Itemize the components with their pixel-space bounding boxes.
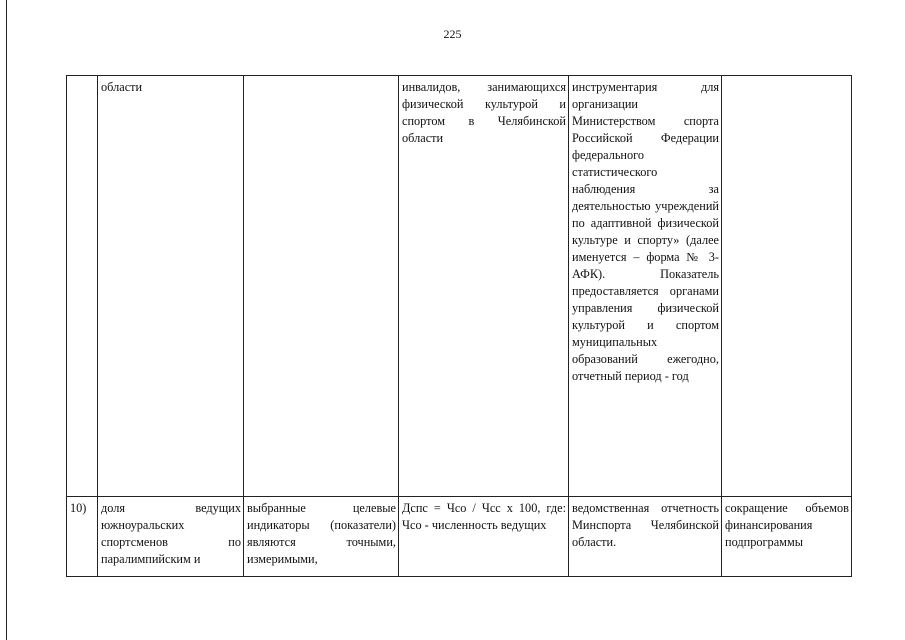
source-cell: ведомственная отчетность Минспорта Челябинской области.	[569, 497, 722, 577]
indicator-name-cell: области	[98, 76, 244, 497]
source-cell: инструментария для организации Министерством спорта Российской Федерации федерального статистического наблюдения за деятельностью учреждений по адаптивной физической культуре и спорту» (далее именуется – форма № 3-АФК). Показатель предоставляется органами управления физической культурой и спортом муниципальных образований ежегодно, отчетный период - год	[569, 76, 722, 497]
table-row	[67, 76, 852, 497]
page-number: 225	[443, 27, 462, 41]
indicator-name-cell: доля ведущих южноуральских спортсменов по паралимпийским и	[98, 497, 244, 577]
risk-cell	[722, 76, 852, 497]
formula-cell: инвалидов, занимающихся физической культурой и спортом в Челябинской области	[399, 76, 569, 497]
formula-cell: Дспс = Чсо / Чсс x 100, где: Чсо - численность ведущих	[399, 497, 569, 577]
page-left-border	[6, 0, 7, 640]
indicator-table	[66, 75, 852, 577]
risk-cell: сокращение объемов финансирования подпрограммы	[722, 497, 852, 577]
table-row	[67, 497, 852, 577]
rationale-cell	[244, 76, 399, 497]
rationale-cell: выбранные целевые индикаторы (показатели) являются точными, измеримыми,	[244, 497, 399, 577]
row-number	[67, 76, 98, 497]
row-number: 10)	[67, 497, 98, 577]
